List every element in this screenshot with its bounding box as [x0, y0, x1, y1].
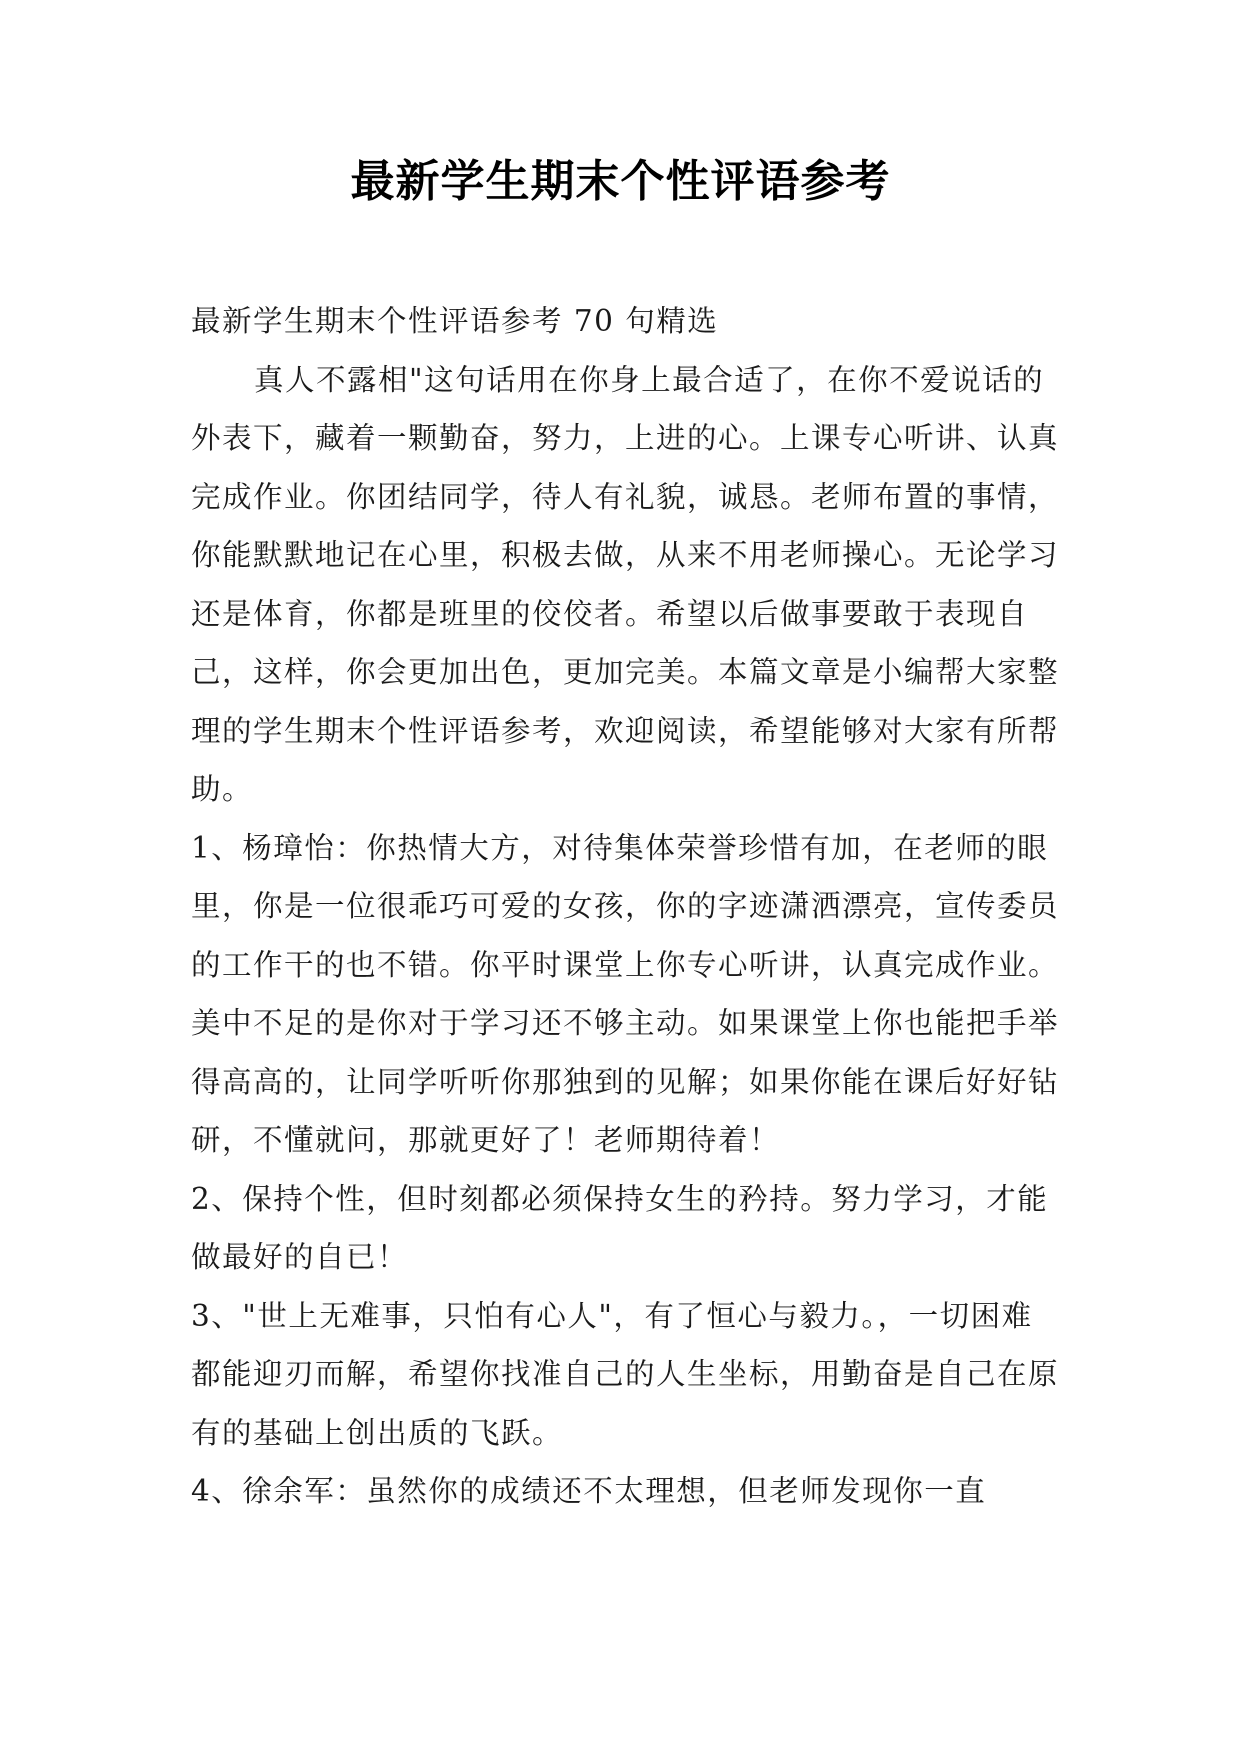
list-item: 1、杨璋怡：你热情大方，对待集体荣誉珍惜有加，在老师的眼里，你是一位很乖巧可爱的女孩，你的字迹潇洒漂亮，宣传委员的工作干的也不错。你平时课堂上你专心听讲，认真完成作业。美中不足的是你对于学习还不够主动。如果课堂上你也能把手举得高高的，让同学听听你那独到的见解；如果你能在课后好好钻研，不懂就问，那就更好了！老师期待着！	[191, 830, 1060, 1157]
list-item: 3、"世上无难事，只怕有心人"，有了恒心与毅力。，一切困难都能迎刃而解，希望你找准自己的人生坐标，用勤奋是自己在原有的基础上创出质的飞跃。	[191, 1298, 1060, 1450]
document-subtitle: 最新学生期末个性评语参考 70 句精选	[191, 304, 719, 338]
document-title: 最新学生期末个性评语参考	[350, 156, 891, 207]
document-body	[191, 292, 1061, 1521]
list-item: 4、徐余军：虽然你的成绩还不太理想，但老师发现你一直	[191, 1474, 987, 1508]
intro-paragraph: 真人不露相"这句话用在你身上最合适了，在你不爱说话的外表下，藏着一颗勤奋，努力，上进的心。上课专心听讲、认真完成作业。你团结同学，待人有礼貌，诚恳。老师布置的事情，你能默默地记在心里，积极去做，从来不用老师操心。无论学习还是体育，你都是班里的佼佼者。希望以后做事要敢于表现自己，这样，你会更加出色，更加完美。本篇文章是小编帮大家整理的学生期末个性评语参考，欢迎阅读，希望能够对大家有所帮助。	[191, 362, 1060, 806]
list-item: 2、保持个性，但时刻都必须保持女生的矜持。努力学习，才能做最好的自已！	[191, 1181, 1049, 1274]
